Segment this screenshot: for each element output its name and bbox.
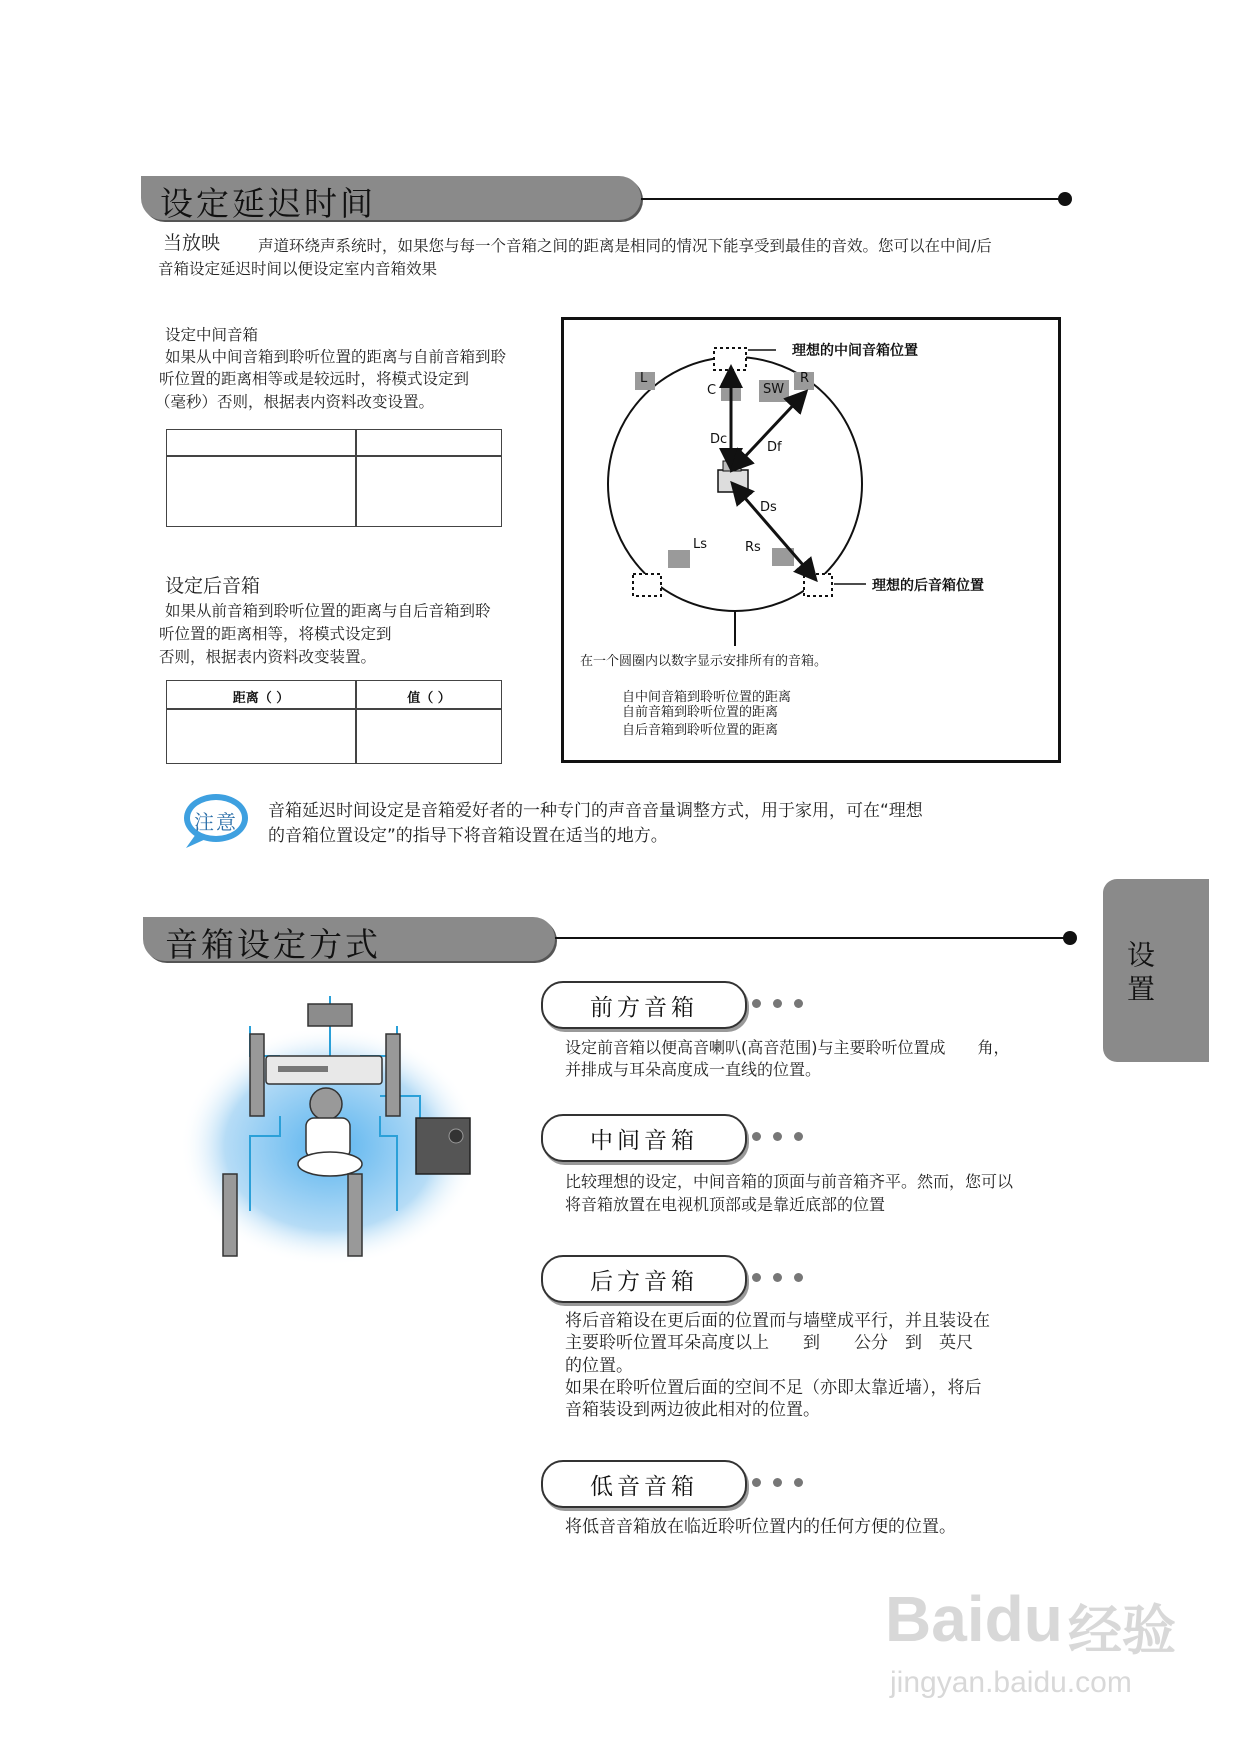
watermark-brand: Baidu — [885, 1583, 1063, 1655]
diagram-legend2: 自前音箱到聆听位置的距离 — [622, 705, 779, 720]
diagram-legend1: 自中间音箱到聆听位置的距离 — [622, 690, 792, 705]
home-theater-illustration — [180, 996, 520, 1306]
front-speaker-title: 前方音箱 — [590, 994, 698, 1021]
home-theater-svg — [180, 996, 520, 1306]
rear-line1: 如果从前音箱到聆听位置的距离与自后音箱到聆 — [165, 602, 491, 620]
center-table — [166, 429, 502, 527]
subwoofer-title: 低音音箱 — [590, 1473, 698, 1500]
side-tab-label: 设置 — [1123, 940, 1156, 1008]
section1-rule — [641, 198, 1061, 200]
rear-left-speaker — [223, 1174, 237, 1256]
section1-title: 设定延迟时间 — [160, 184, 376, 223]
ideal-center-box — [714, 348, 746, 370]
rear-speaker-line1: 将后音箱设在更后面的位置而与墙壁成平行，并且装设在 — [565, 1311, 990, 1331]
note-badge — [176, 790, 250, 850]
subwoofer-dots — [752, 1478, 803, 1487]
rear-speaker-pill — [541, 1255, 747, 1303]
intro-line2: 音箱设定延迟时间以便设定室内音箱效果 — [158, 260, 438, 278]
rear-table-col1: 距离（ ） — [232, 691, 290, 706]
center-line3: （毫秒）否则，根据表内资料改变设置。 — [155, 393, 435, 411]
listener-head — [310, 1088, 342, 1120]
center-speaker-line2: 将音箱放置在电视机顶部或是靠近底部的位置 — [565, 1195, 886, 1214]
label-R: R — [800, 371, 810, 386]
center-speaker-pill — [541, 1114, 747, 1162]
front-speaker-pill — [541, 981, 747, 1029]
section2-rule-dot — [1063, 931, 1077, 945]
diagram-caption: 在一个圆圈内以数字显示安排所有的音箱。 — [580, 654, 828, 669]
watermark-cn: 经验 — [1068, 1601, 1176, 1661]
label-SW: SW — [763, 382, 785, 397]
ideal-rear-left-box — [633, 574, 661, 596]
rear-heading: 设定后音箱 — [165, 575, 261, 597]
rear-speaker-line2: 主要聆听位置耳朵高度以上 到 公分 到 英尺 — [565, 1333, 973, 1353]
center-speaker — [308, 1004, 352, 1026]
subwoofer-pill — [541, 1460, 747, 1508]
center-speaker-dots — [752, 1132, 803, 1141]
section2-rule — [555, 937, 1067, 939]
section2-title: 音箱设定方式 — [165, 925, 381, 964]
note-line1: 音箱延迟时间设定是音箱爱好者的一种专门的声音音量调整方式，用于家用，可在“理想 — [268, 801, 923, 821]
label-Rs: Rs — [745, 540, 761, 555]
center-line2: 听位置的距离相等或是较远时，将模式设定到 — [159, 370, 470, 388]
intro-line1: 声道环绕声系统时，如果您与每一个音箱之间的距离是相同的情况下能享受到最佳的音效。您可以在中间/后 — [258, 237, 992, 255]
label-Dc: Dc — [710, 432, 728, 447]
speaker-placement-diagram — [561, 317, 1061, 763]
rear-line3: 否则，根据表内资料改变装置。 — [159, 648, 377, 666]
rear-line2: 听位置的距离相等，将模式设定到 — [159, 625, 392, 643]
center-speaker-title: 中间音箱 — [590, 1127, 698, 1154]
label-C: C — [707, 383, 717, 398]
watermark-url: jingyan.baidu.com — [890, 1666, 1132, 1699]
label-Df: Df — [767, 440, 782, 455]
front-speaker-dots — [752, 999, 803, 1008]
watermark — [880, 1570, 1210, 1720]
subwoofer — [416, 1118, 470, 1174]
ideal-rear-right-box — [804, 574, 832, 596]
listener-seat — [718, 470, 748, 492]
ideal-center-label: 理想的中间音箱位置 — [792, 343, 918, 359]
rear-speaker-line4: 如果在聆听位置后面的空间不足（亦即太靠近墙），将后 — [565, 1378, 982, 1398]
front-speaker-line1: 设定前音箱以便高音喇叭(高音范围)与主要聆听位置成 角， — [565, 1038, 1010, 1057]
speaker-Ls — [668, 550, 690, 568]
front-right-speaker — [386, 1034, 400, 1116]
front-speaker-line2: 并排成与耳朵高度成一直线的位置。 — [565, 1060, 822, 1079]
rear-speaker-line5: 音箱装设到两边彼此相对的位置。 — [565, 1400, 820, 1420]
rear-speaker-title: 后方音箱 — [590, 1268, 698, 1295]
subwoofer-line1: 将低音音箱放在临近聆听位置内的任何方便的位置。 — [565, 1517, 956, 1537]
section1-rule-dot — [1058, 192, 1072, 206]
note-line2: 的音箱位置设定”的指导下将音箱设置在适当的地方。 — [268, 826, 668, 846]
rear-table — [166, 680, 502, 764]
label-Ls: Ls — [693, 537, 708, 552]
center-heading: 设定中间音箱 — [165, 326, 259, 344]
intro-lead: 当放映 — [163, 232, 221, 254]
center-line1: 如果从中间音箱到聆听位置的距离与自前音箱到聆 — [165, 348, 507, 366]
ideal-rear-label: 理想的后音箱位置 — [872, 578, 984, 594]
rear-speaker-dots — [752, 1273, 803, 1282]
front-left-speaker — [250, 1034, 264, 1116]
label-L: L — [640, 371, 648, 386]
diagram-legend3: 自后音箱到聆听位置的距离 — [622, 723, 779, 738]
note-badge-label: 注意 — [194, 810, 238, 834]
rear-speaker-line3: 的位置。 — [565, 1356, 633, 1376]
rear-table-col2: 值（ ） — [407, 691, 451, 706]
center-speaker-line1: 比较理想的设定，中间音箱的顶面与前音箱齐平。然而，您可以 — [565, 1172, 1014, 1191]
label-Ds: Ds — [760, 500, 777, 515]
rear-right-speaker — [348, 1174, 362, 1256]
